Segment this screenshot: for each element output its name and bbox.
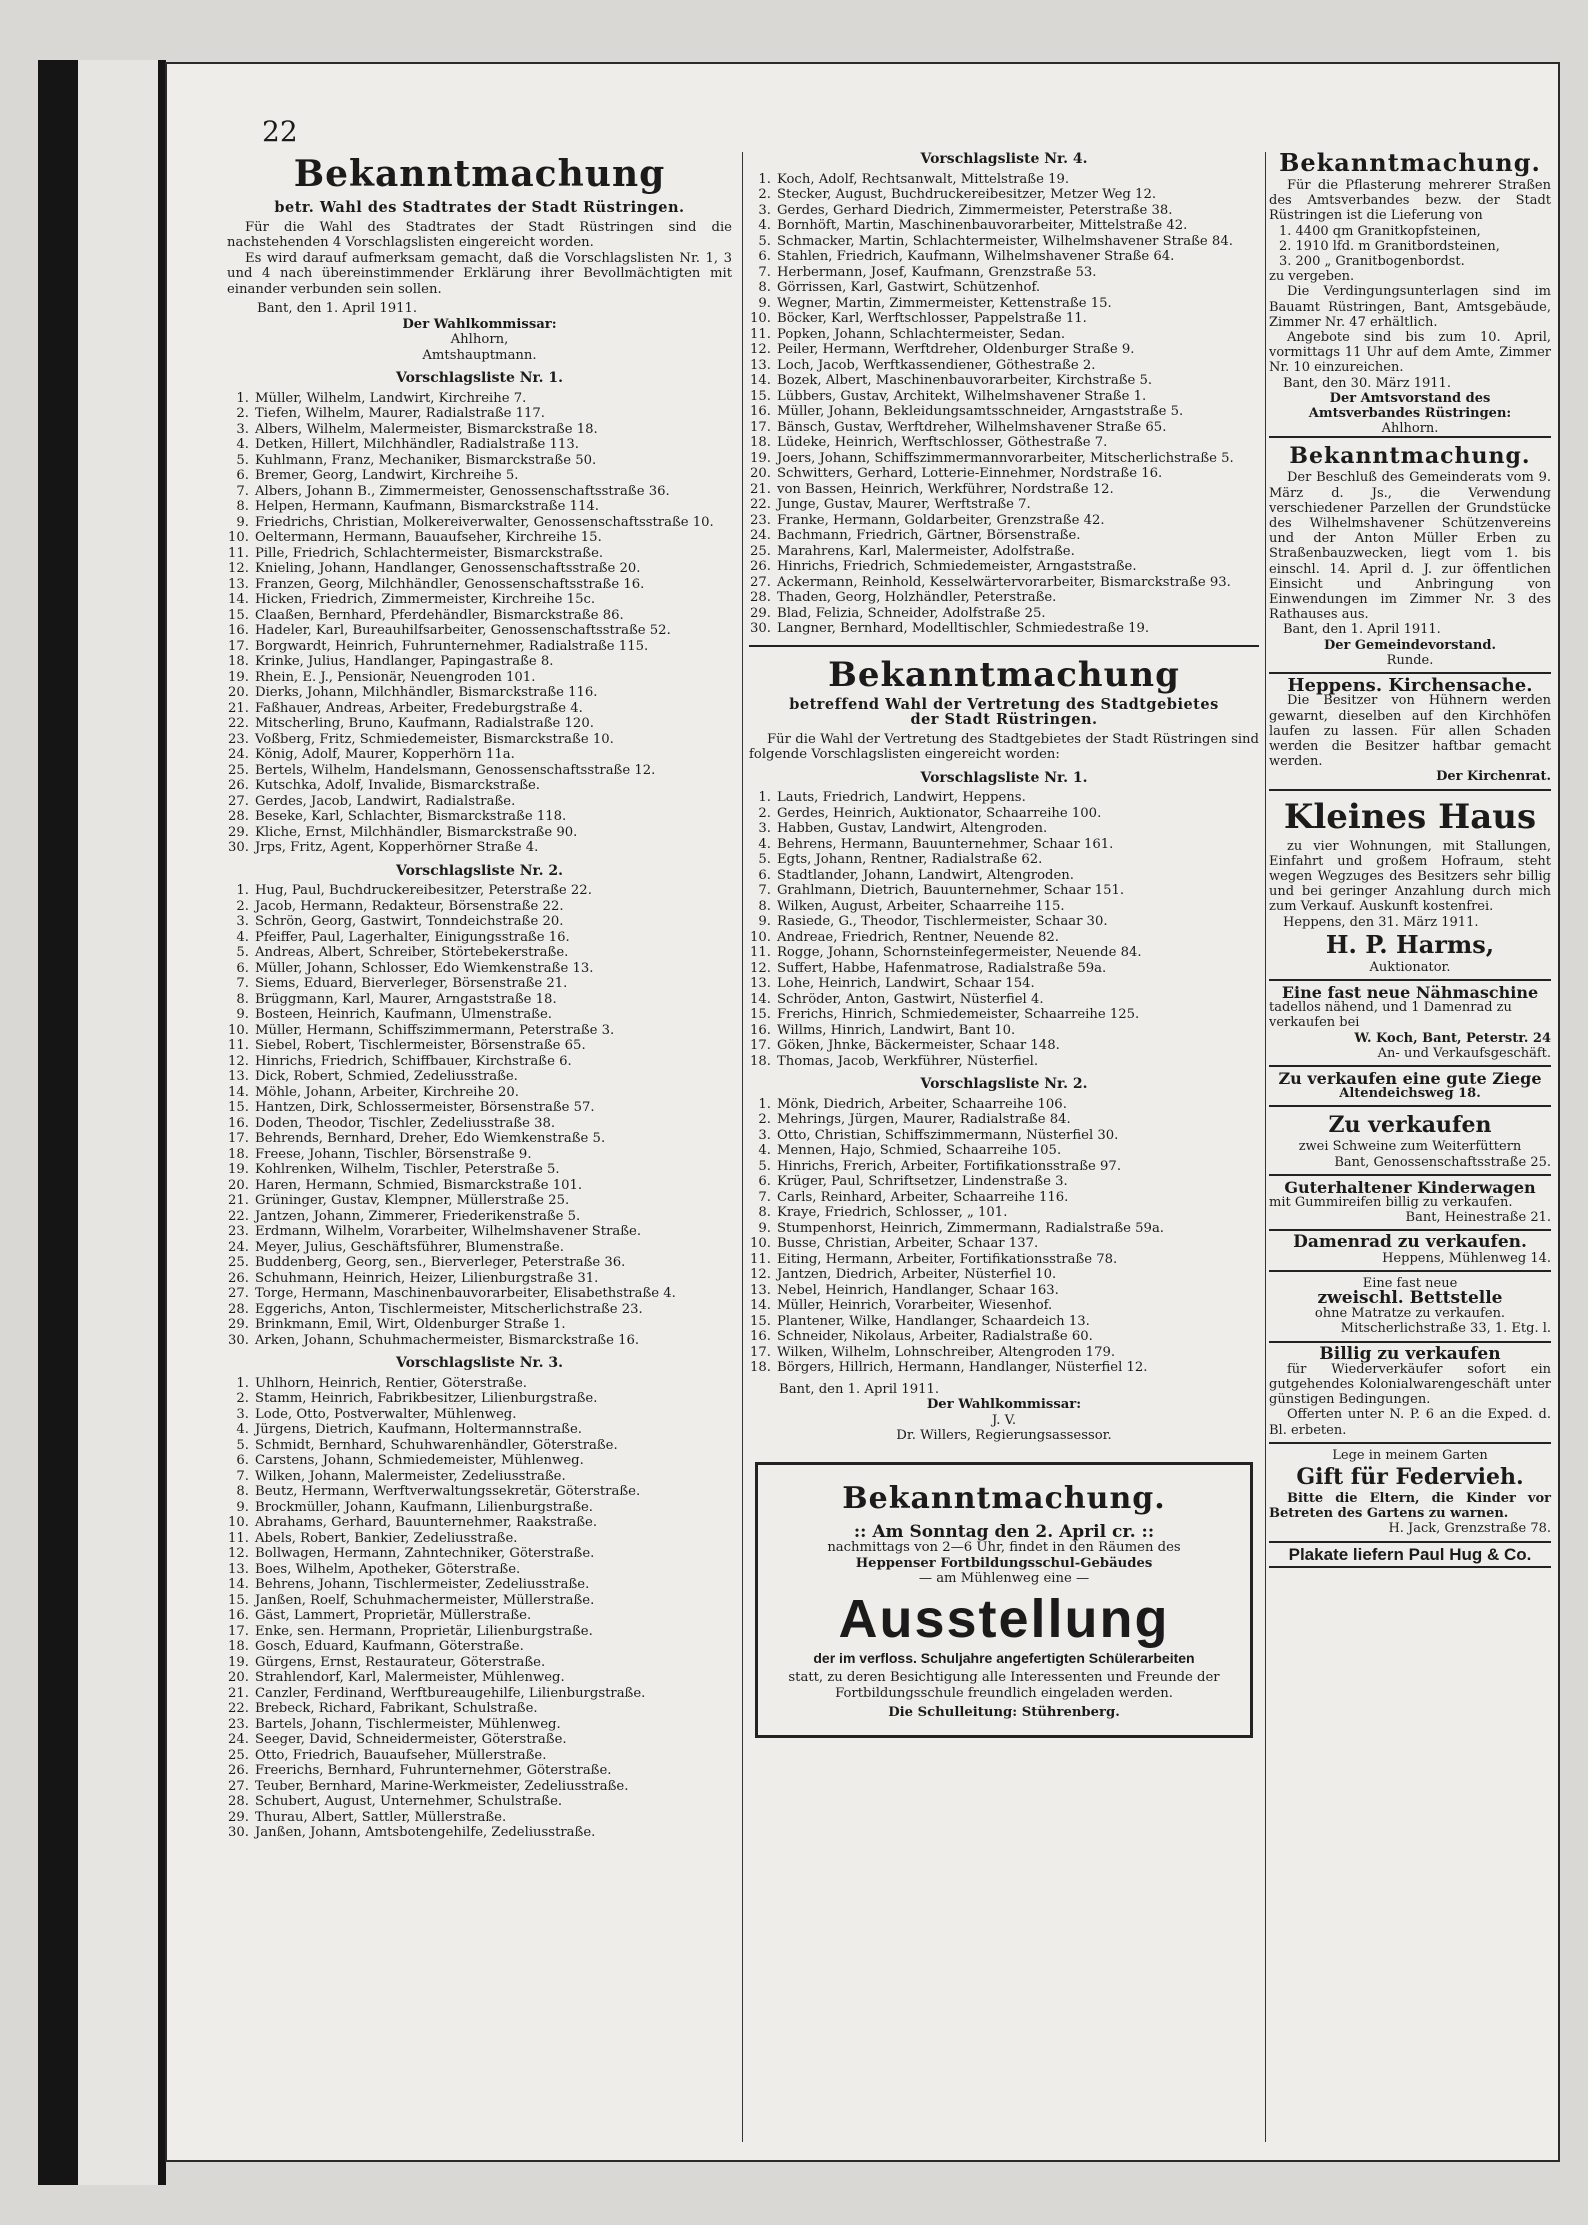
list-item: 17. Behrends, Bernhard, Dreher, Edo Wiemkenstraße 5. xyxy=(228,1131,606,1146)
exhibition-subject: der im verfloss. Schuljahre angefertigten Schülerarbeiten xyxy=(813,1649,1195,1666)
pram-ad xyxy=(1269,1174,1551,1230)
exhibition-invite: statt, zu deren Besichtigung alle Interessenten und Freunde der Fortbildungsschule freundlich eingeladen werden. xyxy=(788,1670,1220,1701)
list-item: 16. Willms, Hinrich, Landwirt, Bant 10. xyxy=(750,1022,1016,1038)
district-list-2 xyxy=(749,1097,1259,1376)
bed-ad-pre: Eine fast neue xyxy=(1362,1275,1458,1291)
list-item: 1. Koch, Adolf, Rechtsanwalt, Mittelstraße 19. xyxy=(758,171,1070,187)
house-ad-title: Kleines Haus xyxy=(1283,796,1537,837)
list-item: 3. Gerdes, Gerhard Diedrich, Zimmermeister, Peterstraße 38. xyxy=(758,202,1173,218)
list-item: 21. Faßhauer, Andreas, Arbeiter, Fredeburgstraße 4. xyxy=(228,700,583,716)
list-item: 24. Bachmann, Friedrich, Gärtner, Börsenstraße. xyxy=(750,528,1081,543)
list-item: 11. Abels, Robert, Bankier, Zedeliusstraße. xyxy=(228,1530,518,1546)
district-place-date: Bant, den 1. April 1911. xyxy=(779,1381,940,1397)
ladies-bike-addr: Heppens, Mühlenweg 14. xyxy=(1382,1250,1551,1266)
column-3 xyxy=(1269,148,1551,1568)
list-item: 25. Otto, Friedrich, Bauaufseher, Müllerstraße. xyxy=(228,1747,547,1763)
list-item: 18. Börgers, Hillrich, Hermann, Handlanger, Nüsterfiel 12. xyxy=(750,1360,1148,1375)
column-1 xyxy=(227,152,732,1841)
election-subtitle: betr. Wahl des Stadtrates der Stadt Rüstringen. xyxy=(274,199,685,216)
list-item: 4. Detken, Hillert, Milchhändler, Radialstraße 113. xyxy=(236,437,579,452)
list-item: 17. Wilken, Wilhelm, Lohnschreiber, Altengroden 179. xyxy=(750,1344,1116,1360)
list-item: 2. Stamm, Heinrich, Fabrikbesitzer, Lilienburgstraße. xyxy=(236,1391,598,1406)
list-item: 17. Bänsch, Gustav, Werftdreher, Wilhelmshavener Straße 65. xyxy=(750,419,1167,435)
pigs-ad-text: zwei Schweine zum Weiterfüttern xyxy=(1298,1139,1522,1155)
list-item: 30. Langner, Bernhard, Modelltischler, Schmiedestraße 19. xyxy=(750,621,1150,636)
shop-ad-text-2: Offerten unter N. P. 6 an die Exped. d. Bl. erbeten. xyxy=(1269,1407,1551,1438)
list-item: 10. Busse, Christian, Arbeiter, Schaar 137. xyxy=(750,1236,1039,1251)
poison-ad-title: Gift für Federvieh. xyxy=(1296,1464,1524,1491)
list-item: 22. Jantzen, Johann, Zimmerer, Friederikenstraße 5. xyxy=(228,1208,581,1224)
list-item: 12. Knieling, Johann, Handlanger, Genossenschaftsstraße 20. xyxy=(228,561,641,576)
list-item: 9. Friedrichs, Christian, Molkereiverwalter, Genossenschaftsstraße 10. xyxy=(236,514,714,530)
list-item: 27. Teuber, Bernhard, Marine-Werkmeister, Zedeliusstraße. xyxy=(228,1778,629,1794)
list-item: 22. Brebeck, Richard, Fabrikant, Schulstraße. xyxy=(228,1701,538,1716)
bed-ad-addr: Mitscherlichstraße 33, 1. Etg. l. xyxy=(1340,1321,1551,1337)
exhibition-street: — am Mühlenweg eine — xyxy=(918,1571,1090,1586)
list-item: 25. Buddenberg, Georg, sen., Bierverleger, Peterstraße 36. xyxy=(228,1255,626,1270)
paving-text-3: Die Verdingungsunterlagen sind im Bauamt Rüstringen, Bant, Amtsgebäude, Zimmer Nr. 47 erhältlich. xyxy=(1269,284,1551,330)
list-item: 10. Abrahams, Gerhard, Bauunternehmer, Raakstraße. xyxy=(228,1515,598,1530)
list-4-heading: Vorschlagsliste Nr. 4. xyxy=(920,151,1088,167)
paving-date: Bant, den 30. März 1911. xyxy=(1283,375,1451,391)
list-item: 8. Wilken, August, Arbeiter, Schaarreihe 115. xyxy=(758,898,1065,914)
list-item: 12. Hinrichs, Friedrich, Schiffbauer, Kirchstraße 6. xyxy=(228,1053,572,1069)
goat-ad-addr: Altendeichsweg 18. xyxy=(1339,1086,1481,1102)
pram-ad-text: mit Gummireifen billig zu verkaufen. xyxy=(1269,1194,1513,1210)
list-item: 12. Bollwagen, Hermann, Zahntechniker, Göterstraße. xyxy=(228,1546,595,1561)
list-item: 3. Habben, Gustav, Landwirt, Altengroden. xyxy=(758,821,1048,836)
district-commissioner-iv: J. V. xyxy=(991,1412,1017,1428)
pram-ad-addr: Bant, Heinestraße 21. xyxy=(1405,1210,1551,1226)
list-item: 26. Hinrichs, Friedrich, Schmiedemeister, Arngaststraße. xyxy=(750,559,1137,574)
council-notice-text: Der Beschluß des Gemeinderats vom 9. März d. Js., die Verwendung verschiedener Parzellen der Grundstücke des Wilhelmshavener Schützenvereins und der Anton Müller Erben zu Straßenbauzwecken, liegt vom 1. bis einschl. 14. April d. J. zur öffentlichen Einsicht und Anbringung von Einwendungen im Zimmer Nr. 3 des Rathauses aus. xyxy=(1269,470,1551,623)
list-item: 11. Popken, Johann, Schlachtermeister, Sedan. xyxy=(750,326,1066,342)
list-item: 2. Stecker, August, Buchdruckereibesitzer, Metzer Weg 12. xyxy=(758,187,1157,202)
poison-ad-text: Bitte die Eltern, die Kinder vor Betreten des Gartens zu warnen. xyxy=(1269,1491,1551,1522)
list-item: 6. Stahlen, Friedrich, Kaufmann, Wilhelmshavener Straße 64. xyxy=(758,249,1175,264)
list-item: 11. Rogge, Johann, Schornsteinfegermeister, Neuende 84. xyxy=(750,945,1142,960)
shop-ad xyxy=(1269,1341,1551,1442)
list-item: 22. Junge, Gustav, Maurer, Werftstraße 7. xyxy=(750,497,1031,512)
district-subtitle-b: der Stadt Rüstringen. xyxy=(910,711,1098,728)
goat-ad xyxy=(1269,1065,1551,1105)
list-item: 6. Müller, Johann, Schlosser, Edo Wiemkenstraße 13. xyxy=(236,960,594,976)
list-1-heading: Vorschlagsliste Nr. 1. xyxy=(396,370,563,386)
list-item: 16. Doden, Theodor, Tischler, Zedeliusstraße 38. xyxy=(228,1115,556,1131)
list-item: 14. Bozek, Albert, Maschinenbauvorarbeiter, Kirchstraße 5. xyxy=(750,373,1153,388)
list-item: 8. Helpen, Hermann, Kaufmann, Bismarckstraße 114. xyxy=(236,499,599,514)
list-item: 2. Gerdes, Heinrich, Auktionator, Schaarreihe 100. xyxy=(758,805,1102,821)
list-item: 20. Haren, Hermann, Schmied, Bismarckstraße 101. xyxy=(228,1177,583,1193)
list-item: 8. Beutz, Hermann, Werftverwaltungssekretär, Göterstraße. xyxy=(236,1484,641,1499)
list-item: 9. Stumpenhorst, Heinrich, Zimmermann, Radialstraße 59a. xyxy=(758,1220,1165,1236)
list-item: 21. von Bassen, Heinrich, Werkführer, Nordstraße 12. xyxy=(750,481,1114,497)
exhibition-venue: Heppenser Fortbildungsschul-Gebäudes xyxy=(855,1555,1153,1571)
list-item: 17. Enke, sen. Hermann, Proprietär, Lilienburgstraße. xyxy=(228,1623,593,1639)
ladies-bike-title: Damenrad zu verkaufen. xyxy=(1293,1232,1527,1253)
paving-sign-2: Amtsverbandes Rüstringen: xyxy=(1308,406,1512,422)
list-item: 12. Jantzen, Diedrich, Arbeiter, Nüsterfiel 10. xyxy=(750,1267,1057,1282)
list-item: 25. Bertels, Wilhelm, Handelsmann, Genossenschaftsstraße 12. xyxy=(228,762,656,778)
list-item: 14. Schröder, Anton, Gastwirt, Nüsterfiel 4. xyxy=(750,991,1044,1007)
list-item: 1. Hug, Paul, Buchdruckereibesitzer, Peterstraße 22. xyxy=(236,883,592,898)
list-item: 18. Gosch, Eduard, Kaufmann, Göterstraße. xyxy=(228,1639,524,1654)
pram-ad-title: Guterhaltener Kinderwagen xyxy=(1284,1177,1536,1197)
sewing-machine-ad xyxy=(1269,979,1551,1065)
list-item: 6. Carstens, Johann, Schmiedemeister, Mühlenweg. xyxy=(236,1453,584,1468)
council-notice xyxy=(1269,436,1551,672)
list-item: 7. Grahlmann, Dietrich, Bauunternehmer, Schaar 151. xyxy=(758,883,1125,898)
exhibition-headline: Ausstellung xyxy=(838,1588,1170,1649)
list-item: 15. Claaßen, Bernhard, Pferdehändler, Bismarckstraße 86. xyxy=(228,607,624,623)
house-ad-text: zu vier Wohnungen, mit Stallungen, Einfahrt und großem Hofraum, steht wegen Wegzuges des Besitzers sehr billig und bei geringer Anzahlung durch mich zum Verkauf. Auskunft kostenfrei. xyxy=(1269,838,1551,915)
list-item: 8. Görrissen, Karl, Gastwirt, Schützenhof. xyxy=(758,280,1041,295)
list-item: 13. Nebel, Heinrich, Handlanger, Schaar 163. xyxy=(750,1282,1059,1298)
shop-ad-text: für Wiederverkäufer sofort ein gutgehendes Kolonialwarengeschäft unter günstigen Bedingungen. xyxy=(1269,1361,1551,1408)
list-item: 6. Krüger, Paul, Schriftsetzer, Lindenstraße 3. xyxy=(758,1174,1068,1189)
binding-gutter xyxy=(78,60,158,2185)
list-item: 4. Bornhöft, Martin, Maschinenbauvorarbeiter, Mittelstraße 42. xyxy=(758,218,1188,233)
list-item: 27. Ackermann, Reinhold, Kesselwärtervorarbeiter, Bismarckstraße 93. xyxy=(750,574,1231,590)
poison-ad xyxy=(1269,1442,1551,1541)
page-number: 22 xyxy=(262,115,298,148)
list-item: 14. Müller, Heinrich, Vorarbeiter, Wiesenhof. xyxy=(750,1298,1053,1313)
shop-ad-title: Billig zu verkaufen xyxy=(1319,1343,1501,1364)
list-item: 8. Brüggmann, Karl, Maurer, Arngaststraße 18. xyxy=(236,991,557,1007)
list-item: 13. Dick, Robert, Schmied, Zedeliusstraße. xyxy=(228,1069,518,1084)
district-list-2-heading: Vorschlagsliste Nr. 2. xyxy=(920,1076,1088,1092)
list-item: 7. Wilken, Johann, Malermeister, Zedeliusstraße. xyxy=(236,1468,566,1484)
list-item: 30. Janßen, Johann, Amtsbotengehilfe, Zedeliusstraße. xyxy=(228,1825,596,1840)
list-item: 19. Joers, Johann, Schiffszimmermannvorarbeiter, Mitscherlichstraße 5. xyxy=(750,450,1234,466)
commissioner-title: Der Wahlkommissar: xyxy=(402,316,557,332)
list-2-heading: Vorschlagsliste Nr. 2. xyxy=(396,862,563,879)
poison-ad-pre: Lege in meinem Garten xyxy=(1332,1447,1488,1463)
list-item: 3. Schrön, Georg, Gastwirt, Tonndeichstraße 20. xyxy=(236,914,564,929)
list-item: 24. Seeger, David, Schneidermeister, Göterstraße. xyxy=(228,1732,567,1747)
list-item: 5. Kuhlmann, Franz, Mechaniker, Bismarckstraße 50. xyxy=(236,452,597,468)
exhibition-signature: Die Schulleitung: Stührenberg. xyxy=(888,1705,1120,1720)
council-notice-title: Bekanntmachung. xyxy=(1289,443,1531,470)
list-2 xyxy=(227,883,732,1348)
district-subtitle-a: betreffend Wahl der Vertretung des Stadtgebietes xyxy=(789,695,1219,713)
list-item: 28. Eggerichs, Anton, Tischlermeister, Mitscherlichstraße 23. xyxy=(228,1301,643,1317)
district-title: Bekanntmachung xyxy=(828,654,1180,695)
list-item: 9. Brockmüller, Johann, Kaufmann, Lilienburgstraße. xyxy=(236,1499,593,1515)
list-item: 1. Lauts, Friedrich, Landwirt, Heppens. xyxy=(758,790,1026,805)
bed-ad-text: ohne Matratze zu verkaufen. xyxy=(1314,1306,1506,1322)
list-item: 5. Andreas, Albert, Schreiber, Störtebekerstraße. xyxy=(236,945,569,960)
goat-ad-title: Zu verkaufen eine gute Ziege xyxy=(1278,1068,1542,1088)
list-item: 5. Schmidt, Bernhard, Schuhwarenhändler, Göterstraße. xyxy=(236,1437,618,1453)
list-item: 9. Rasiede, G., Theodor, Tischlermeister, Schaar 30. xyxy=(758,914,1108,929)
list-item: 7. Albers, Johann B., Zimmermeister, Genossenschaftsstraße 36. xyxy=(236,483,670,499)
paving-title: Bekanntmachung. xyxy=(1279,148,1541,177)
intro-text-2: Es wird darauf aufmerksam gemacht, daß die Vorschlagslisten Nr. 1, 3 und 4 nach übereinstimmender Erklärung ihrer Bevollmächtigten mit einander verbunden sein sollen. xyxy=(227,250,732,297)
list-item: 28. Beseke, Karl, Schlachter, Bismarckstraße 118. xyxy=(228,809,567,824)
list-item: 13. Lohe, Heinrich, Landwirt, Schaar 154. xyxy=(750,976,1035,991)
church-notice xyxy=(1269,672,1551,788)
list-item: 15. Janßen, Roelf, Schuhmachermeister, Müllerstraße. xyxy=(228,1592,595,1608)
list-item: 17. Borgwardt, Heinrich, Fuhrunternehmer, Radialstraße 115. xyxy=(228,638,649,654)
list-item: 25. Marahrens, Karl, Malermeister, Adolfstraße. xyxy=(750,543,1075,559)
pigs-ad-addr: Bant, Genossenschaftsstraße 25. xyxy=(1334,1154,1551,1170)
list-item: 30. Jrps, Fritz, Agent, Kopperhörner Straße 4. xyxy=(228,840,539,855)
list-item: 13. Boes, Wilhelm, Apotheker, Göterstraße. xyxy=(228,1561,521,1577)
paving-text-2: zu vergeben. xyxy=(1269,269,1355,285)
list-item: 2. 1910 lfd. m Granitbordsteinen, xyxy=(1279,238,1500,254)
district-commissioner-title: Der Wahlkommissar: xyxy=(926,1397,1082,1412)
list-item: 12. Peiler, Hermann, Werftdreher, Oldenburger Straße 9. xyxy=(750,342,1135,357)
list-item: 28. Schubert, August, Unternehmer, Schulstraße. xyxy=(228,1794,563,1809)
list-item: 16. Gäst, Lammert, Proprietär, Müllerstraße. xyxy=(228,1608,532,1623)
paving-items xyxy=(1269,224,1551,270)
commissioner-rank: Amtshauptmann. xyxy=(422,347,537,363)
list-item: 18. Thomas, Jacob, Werkführer, Nüsterfiel. xyxy=(750,1053,1039,1069)
list-item: 5. Hinrichs, Frerich, Arbeiter, Fortifikationsstraße 97. xyxy=(758,1158,1122,1174)
list-item: 11. Eiting, Hermann, Arbeiter, Fortifikationsstraße 78. xyxy=(750,1251,1118,1267)
list-item: 15. Plantener, Wilke, Handlanger, Schaardeich 13. xyxy=(750,1313,1090,1329)
list-1 xyxy=(227,391,732,856)
list-item: 30. Arken, Johann, Schuhmachermeister, Bismarckstraße 16. xyxy=(228,1332,640,1348)
place-date: Bant, den 1. April 1911. xyxy=(257,301,418,316)
list-item: 14. Möhle, Johann, Arbeiter, Kirchreihe 20. xyxy=(228,1084,519,1100)
list-item: 3. Albers, Wilhelm, Malermeister, Bismarckstraße 18. xyxy=(236,421,598,437)
list-item: 3. 200 „ Granitbogenbordst. xyxy=(1279,254,1465,270)
church-notice-title: Heppens. Kirchensache. xyxy=(1287,675,1533,697)
ladies-bike-ad xyxy=(1269,1229,1551,1269)
list-item: 19. Rhein, E. J., Pensionär, Neuengroden 101. xyxy=(228,669,536,685)
sewing-machine-sub: An- und Verkaufsgeschäft. xyxy=(1377,1045,1551,1061)
council-notice-date: Bant, den 1. April 1911. xyxy=(1283,622,1441,638)
list-item: 29. Brinkmann, Emil, Wirt, Oldenburger Straße 1. xyxy=(228,1317,566,1332)
paving-sign-1: Der Amtsvorstand des xyxy=(1329,390,1491,406)
list-item: 9. Wegner, Martin, Zimmermeister, Kettenstraße 15. xyxy=(758,295,1112,311)
list-item: 14. Hicken, Friedrich, Zimmermeister, Kirchreihe 15c. xyxy=(228,592,596,607)
list-item: 5. Egts, Johann, Rentner, Radialstraße 62. xyxy=(758,852,1043,867)
list-item: 3. Otto, Christian, Schiffszimmermann, Nüsterfiel 30. xyxy=(758,1127,1119,1143)
column-rule-1 xyxy=(742,152,743,2142)
house-ad-sign: H. P. Harms, xyxy=(1325,929,1495,959)
list-item: 29. Thurau, Albert, Sattler, Müllerstraße. xyxy=(228,1809,507,1825)
list-item: 17. Göken, Jhnke, Bäckermeister, Schaar 148. xyxy=(750,1038,1060,1053)
list-item: 4. Mennen, Hajo, Schmied, Schaarreihe 105. xyxy=(758,1143,1062,1158)
list-item: 21. Canzler, Ferdinand, Werftbureaugehilfe, Lilienburgstraße. xyxy=(228,1685,646,1701)
list-item: 20. Strahlendorf, Karl, Malermeister, Mühlenweg. xyxy=(228,1670,565,1685)
list-3 xyxy=(227,1376,732,1841)
list-item: 2. Mehrings, Jürgen, Maurer, Radialstraße 84. xyxy=(758,1112,1071,1127)
list-item: 4. Behrens, Hermann, Bauunternehmer, Schaar 161. xyxy=(758,836,1114,852)
bed-ad-title: zweischl. Bettstelle xyxy=(1317,1287,1503,1308)
house-ad-role: Auktionator. xyxy=(1369,959,1451,975)
list-item: 7. Siems, Eduard, Bierverleger, Börsenstraße 21. xyxy=(236,976,568,991)
district-list-1 xyxy=(749,790,1259,1069)
election-title: Bekanntmachung xyxy=(293,153,666,195)
list-item: 24. Meyer, Julius, Geschäftsführer, Blumenstraße. xyxy=(228,1239,564,1255)
printer-ad xyxy=(1269,1541,1551,1568)
list-item: 10. Müller, Hermann, Schiffszimmermann, Peterstraße 3. xyxy=(228,1022,615,1038)
list-item: 15. Frerichs, Hinrich, Schmiedemeister, Schaarreihe 125. xyxy=(750,1007,1140,1022)
pigs-ad xyxy=(1269,1105,1551,1173)
column-2 xyxy=(749,152,1259,1738)
list-item: 5. Schmacker, Martin, Schlachtermeister, Wilhelmshavener Straße 84. xyxy=(758,233,1233,249)
list-item: 23. Erdmann, Wilhelm, Vorarbeiter, Wilhelmshavener Straße. xyxy=(228,1224,642,1239)
list-item: 2. Tiefen, Wilhelm, Maurer, Radialstraße 117. xyxy=(236,406,545,421)
exhibition-ad-title: Bekanntmachung. xyxy=(842,1480,1166,1516)
list-item: 20. Schwitters, Gerhard, Lotterie-Einnehmer, Nordstraße 16. xyxy=(750,466,1163,481)
list-item: 19. Kohlrenken, Wilhelm, Tischler, Peterstraße 5. xyxy=(228,1162,560,1177)
list-item: 23. Voßberg, Fritz, Schmiedemeister, Bismarckstraße 10. xyxy=(228,731,614,747)
list-item: 18. Krinke, Julius, Handlanger, Papingastraße 8. xyxy=(228,654,554,669)
list-item: 2. Jacob, Hermann, Redakteur, Börsenstraße 22. xyxy=(236,898,564,914)
list-item: 13. Franzen, Georg, Milchhändler, Genossenschaftsstraße 16. xyxy=(228,576,645,592)
bed-ad xyxy=(1269,1270,1551,1341)
list-item: 13. Loch, Jacob, Werftkassendiener, Göthestraße 2. xyxy=(750,357,1096,373)
list-item: 23. Bartels, Johann, Tischlermeister, Mühlenweg. xyxy=(228,1716,561,1732)
paving-text-4: Angebote sind bis zum 10. April, vormittags 11 Uhr auf dem Amte, Zimmer Nr. 10 einzureichen. xyxy=(1269,330,1551,376)
list-item: 10. Andreae, Friedrich, Rentner, Neuende 82. xyxy=(750,929,1059,945)
list-item: 15. Lübbers, Gustav, Architekt, Wilhelmshavener Straße 1. xyxy=(750,388,1147,404)
list-item: 20. Dierks, Johann, Milchhändler, Bismarckstraße 116. xyxy=(228,685,598,700)
list-item: 26. Freerichs, Bernhard, Fuhrunternehmer, Göterstraße. xyxy=(228,1763,612,1778)
house-ad xyxy=(1269,789,1551,979)
list-item: 7. Carls, Reinhard, Arbeiter, Schaarreihe 116. xyxy=(758,1189,1069,1205)
list-item: 18. Freese, Johann, Tischler, Börsenstraße 9. xyxy=(228,1146,532,1162)
list-item: 1. Müller, Wilhelm, Landwirt, Kirchreihe 7. xyxy=(236,390,527,406)
sewing-machine-text: tadellos nähend, und 1 Damenrad zu verkaufen bei xyxy=(1269,1000,1512,1031)
list-item: 21. Grüninger, Gustav, Klempner, Müllerstraße 25. xyxy=(228,1193,570,1208)
pigs-ad-title: Zu verkaufen xyxy=(1328,1112,1492,1139)
exhibition-ad xyxy=(755,1462,1253,1738)
district-intro: Für die Wahl der Vertretung des Stadtgebietes der Stadt Rüstringen sind folgende Vorschlagslisten eingereicht worden: xyxy=(749,731,1259,762)
list-item: 29. Blad, Felizia, Schneider, Adolfstraße 25. xyxy=(750,605,1046,621)
council-notice-sign: Der Gemeindevorstand. xyxy=(1324,637,1496,653)
list-item: 6. Stadtlander, Johann, Landwirt, Altengroden. xyxy=(758,867,1074,883)
sewing-machine-title: Eine fast neue Nähmaschine xyxy=(1281,982,1539,1002)
list-item: 27. Torge, Hermann, Maschinenbauvorarbeiter, Elisabethstraße 4. xyxy=(228,1286,676,1301)
list-item: 11. Siebel, Robert, Tischlermeister, Börsenstraße 65. xyxy=(228,1038,586,1053)
list-item: 10. Böcker, Karl, Werftschlosser, Pappelstraße 11. xyxy=(750,311,1087,326)
list-item: 1. Uhlhorn, Heinrich, Rentier, Göterstraße. xyxy=(236,1375,527,1391)
list-item: 18. Lüdeke, Heinrich, Werftschlosser, Göthestraße 7. xyxy=(750,435,1108,450)
list-item: 1. 4400 qm Granitkopfsteinen, xyxy=(1279,223,1481,239)
council-notice-name: Runde. xyxy=(1386,652,1434,668)
newspaper-page xyxy=(165,62,1560,2162)
list-item: 16. Hadeler, Karl, Bureauhilfsarbeiter, Genossenschaftsstraße 52. xyxy=(228,623,671,638)
exhibition-date: :: Am Sonntag den 2. April cr. :: xyxy=(853,1521,1155,1542)
list-item: 11. Pille, Friedrich, Schlachtermeister, Bismarckstraße. xyxy=(228,545,604,561)
list-item: 3. Lode, Otto, Postverwalter, Mühlenweg. xyxy=(236,1406,517,1422)
list-item: 26. Schuhmann, Heinrich, Heizer, Lilienburgstraße 31. xyxy=(228,1270,599,1286)
list-item: 9. Bosteen, Heinrich, Kaufmann, Ulmenstraße. xyxy=(236,1007,552,1022)
list-item: 4. Jürgens, Dietrich, Kaufmann, Holtermannstraße. xyxy=(236,1422,582,1437)
house-ad-date: Heppens, den 31. März 1911. xyxy=(1283,914,1479,930)
intro-text-1: Für die Wahl des Stadtrates der Stadt Rüstringen sind die nachstehenden 4 Vorschlagslisten eingereicht worden. xyxy=(227,219,732,250)
paving-text: Für die Pflasterung mehrerer Straßen des Amtsverbandes bezw. der Stadt Rüstringen ist die Lieferung von xyxy=(1269,178,1551,224)
list-item: 6. Bremer, Georg, Landwirt, Kirchreihe 5. xyxy=(236,468,519,483)
list-item: 19. Gürgens, Ernst, Restaurateur, Göterstraße. xyxy=(228,1654,546,1670)
list-item: 23. Franke, Hermann, Goldarbeiter, Grenzstraße 42. xyxy=(750,512,1105,528)
commissioner-name: Ahlhorn, xyxy=(450,332,509,347)
sewing-machine-sign: W. Koch, Bant, Peterstr. 24 xyxy=(1354,1030,1551,1046)
list-item: 28. Thaden, Georg, Holzhändler, Peterstraße. xyxy=(750,590,1057,605)
list-item: 15. Hantzen, Dirk, Schlossermeister, Börsenstraße 57. xyxy=(228,1100,595,1115)
list-item: 10. Oeltermann, Hermann, Bauaufseher, Kirchreihe 15. xyxy=(228,530,602,545)
list-item: 4. Pfeiffer, Paul, Lagerhalter, Einigungsstraße 16. xyxy=(236,929,570,945)
church-notice-text: Die Besitzer von Hühnern werden gewarnt, dieselben auf den Kirchhöfen laufen zu lassen. Für allen Schaden werden die Besitzer haftbar gemacht werden. xyxy=(1269,693,1551,770)
district-commissioner-name: Dr. Willers, Regierungsassessor. xyxy=(896,1428,1112,1443)
list-4 xyxy=(749,172,1259,637)
list-item: 14. Behrens, Johann, Tischlermeister, Zedeliusstraße. xyxy=(228,1577,590,1592)
printer-ad-text: Plakate liefern Paul Hug & Co. xyxy=(1288,1544,1532,1564)
list-item: 8. Kraye, Friedrich, Schlosser, „ 101. xyxy=(758,1205,1008,1220)
list-item: 12. Suffert, Habbe, Hafenmatrose, Radialstraße 59a. xyxy=(750,960,1107,976)
paving-sign-3: Ahlhorn. xyxy=(1381,421,1439,437)
poison-ad-sign: H. Jack, Grenzstraße 78. xyxy=(1388,1521,1551,1537)
district-list-1-heading: Vorschlagsliste Nr. 1. xyxy=(920,769,1088,786)
column-rule-2 xyxy=(1265,152,1266,2142)
list-item: 7. Herbermann, Josef, Kaufmann, Grenzstraße 53. xyxy=(758,264,1097,280)
list-item: 27. Gerdes, Jacob, Landwirt, Radialstraße. xyxy=(228,793,516,809)
list-item: 22. Mitscherling, Bruno, Kaufmann, Radialstraße 120. xyxy=(228,716,594,731)
list-item: 1. Mönk, Diedrich, Arbeiter, Schaarreihe 106. xyxy=(758,1096,1067,1112)
list-3-heading: Vorschlagsliste Nr. 3. xyxy=(396,1355,563,1371)
list-item: 24. König, Adolf, Maurer, Kopperhörn 11a. xyxy=(228,747,515,762)
list-item: 16. Müller, Johann, Bekleidungsamtsschneider, Arngaststraße 5. xyxy=(750,404,1184,419)
exhibition-time: nachmittags von 2—6 Uhr, findet in den Räumen des xyxy=(827,1540,1181,1555)
church-notice-sign: Der Kirchenrat. xyxy=(1436,769,1551,785)
list-item: 29. Kliche, Ernst, Milchhändler, Bismarckstraße 90. xyxy=(228,824,578,840)
list-item: 16. Schneider, Nikolaus, Arbeiter, Radialstraße 60. xyxy=(750,1329,1093,1344)
list-item: 26. Kutschka, Adolf, Invalide, Bismarckstraße. xyxy=(228,778,540,793)
